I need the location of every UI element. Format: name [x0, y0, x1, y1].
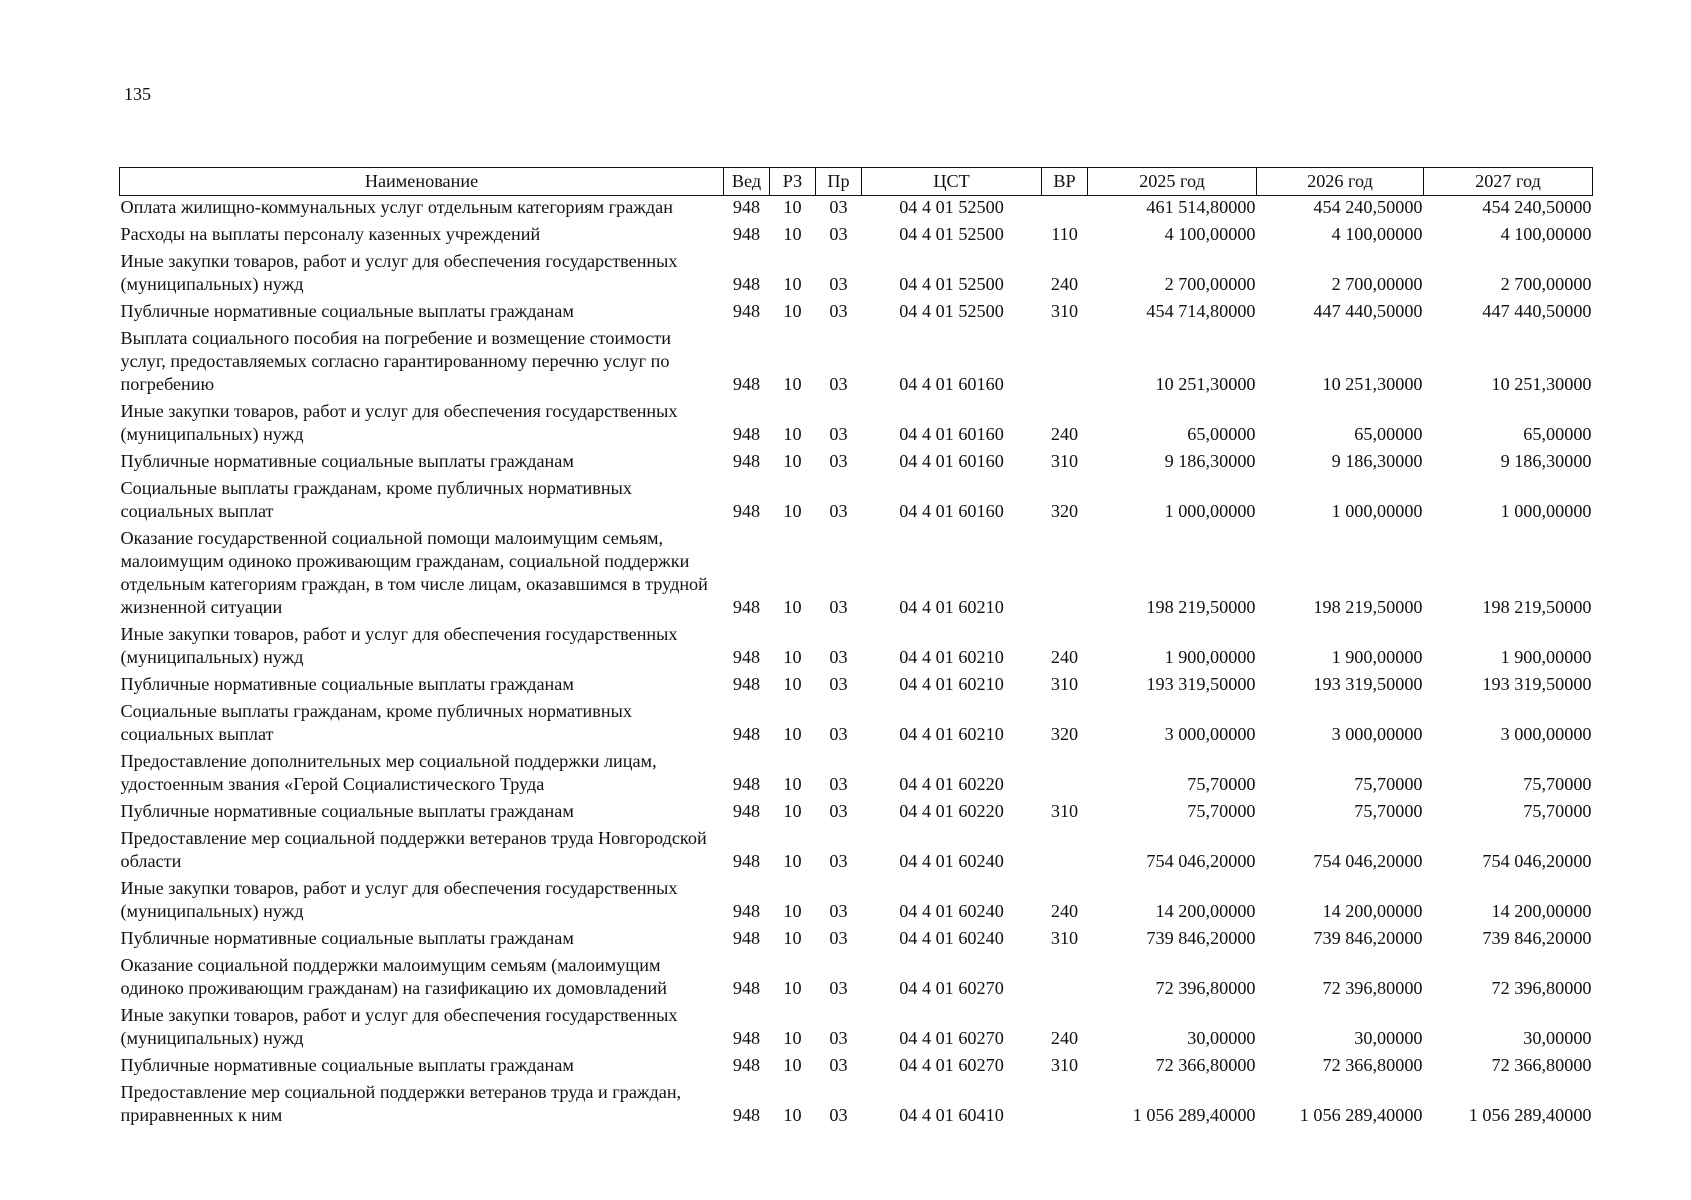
cell-cst: 04 4 01 60160 — [899, 501, 1004, 521]
budget-table — [119, 167, 1593, 1131]
cell-rz: 10 — [783, 674, 802, 694]
cell-2027: 739 846,20000 — [1482, 928, 1592, 948]
cell-2025: 3 000,00000 — [1164, 724, 1256, 744]
cell-cst: 04 4 01 60270 — [899, 1055, 1004, 1075]
cell-name: Социальные выплаты гражданам, кроме публичных нормативных социальных выплат — [120, 701, 632, 744]
cell-vr: 240 — [1050, 1028, 1079, 1048]
cell-pr: 03 — [829, 374, 848, 394]
cell-vr — [1042, 954, 1088, 1004]
cell-vr: 110 — [1051, 224, 1078, 244]
cell-2025: 75,70000 — [1187, 774, 1256, 794]
cell-2025: 193 319,50000 — [1146, 674, 1256, 694]
table-row — [120, 827, 1593, 877]
cell-rz: 10 — [783, 301, 802, 321]
cell-name: Предоставление дополнительных мер социальной поддержки лицам, удостоенным звания «Герой Социалистического Труда — [120, 751, 657, 794]
header-pr: Пр — [816, 168, 862, 196]
cell-cst: 04 4 01 60210 — [899, 597, 1004, 617]
cell-cst: 04 4 01 60270 — [899, 1028, 1004, 1048]
cell-rz: 10 — [783, 1055, 802, 1075]
cell-2026: 1 056 289,40000 — [1299, 1105, 1423, 1125]
cell-2025: 10 251,30000 — [1155, 374, 1256, 394]
header-2026: 2026 год — [1257, 168, 1424, 196]
cell-2027: 72 396,80000 — [1491, 978, 1592, 998]
table-row — [120, 327, 1593, 400]
cell-name: Публичные нормативные социальные выплаты гражданам — [120, 1055, 574, 1075]
cell-ved: 948 — [732, 774, 761, 794]
table-row — [120, 223, 1593, 250]
cell-cst: 04 4 01 52500 — [899, 224, 1004, 244]
cell-2026: 754 046,20000 — [1313, 851, 1423, 871]
cell-cst: 04 4 01 60210 — [899, 724, 1004, 744]
cell-rz: 10 — [783, 774, 802, 794]
cell-pr: 03 — [829, 501, 848, 521]
cell-cst: 04 4 01 60160 — [899, 374, 1004, 394]
cell-ved: 948 — [732, 374, 761, 394]
table-row — [120, 477, 1593, 527]
cell-2025: 9 186,30000 — [1164, 451, 1256, 471]
cell-ved: 948 — [732, 647, 761, 667]
cell-cst: 04 4 01 60160 — [899, 424, 1004, 444]
cell-vr: 310 — [1050, 451, 1079, 471]
cell-2025: 461 514,80000 — [1146, 197, 1256, 217]
table-row — [120, 623, 1593, 673]
cell-cst: 04 4 01 60220 — [899, 774, 1004, 794]
cell-ved: 948 — [732, 224, 761, 244]
cell-2026: 72 366,80000 — [1322, 1055, 1423, 1075]
cell-rz: 10 — [783, 374, 802, 394]
cell-name: Иные закупки товаров, работ и услуг для обеспечения государственных (муниципальных) нужд — [120, 624, 678, 667]
cell-pr: 03 — [829, 978, 848, 998]
cell-name: Публичные нормативные социальные выплаты гражданам — [120, 451, 574, 471]
cell-ved: 948 — [732, 301, 761, 321]
cell-vr: 240 — [1050, 274, 1079, 294]
header-2025: 2025 год — [1088, 168, 1257, 196]
cell-pr: 03 — [829, 801, 848, 821]
header-ved: Вед — [724, 168, 770, 196]
cell-pr: 03 — [829, 851, 848, 871]
cell-2026: 2 700,00000 — [1331, 274, 1423, 294]
cell-cst: 04 4 01 60160 — [899, 451, 1004, 471]
cell-pr: 03 — [829, 597, 848, 617]
cell-2027: 75,70000 — [1523, 801, 1592, 821]
cell-2027: 1 900,00000 — [1500, 647, 1592, 667]
cell-2027: 1 000,00000 — [1500, 501, 1592, 521]
header-vr: ВР — [1042, 168, 1088, 196]
table-row — [120, 877, 1593, 927]
cell-pr: 03 — [829, 274, 848, 294]
cell-vr — [1042, 527, 1088, 623]
cell-2027: 198 219,50000 — [1482, 597, 1592, 617]
cell-name: Публичные нормативные социальные выплаты гражданам — [120, 301, 574, 321]
cell-2026: 14 200,00000 — [1322, 901, 1423, 921]
page-number: 135 — [124, 84, 151, 104]
table-row — [120, 1004, 1593, 1054]
cell-vr: 320 — [1050, 724, 1079, 744]
cell-ved: 948 — [732, 451, 761, 471]
cell-pr: 03 — [829, 424, 848, 444]
cell-pr: 03 — [829, 674, 848, 694]
cell-ved: 948 — [732, 674, 761, 694]
cell-cst: 04 4 01 60240 — [899, 901, 1004, 921]
cell-2025: 4 100,00000 — [1164, 224, 1256, 244]
cell-ved: 948 — [732, 1028, 761, 1048]
cell-cst: 04 4 01 60220 — [899, 801, 1004, 821]
cell-vr — [1042, 750, 1088, 800]
table-row — [120, 400, 1593, 450]
table-row — [120, 1054, 1593, 1081]
cell-2027: 3 000,00000 — [1500, 724, 1592, 744]
cell-2025: 2 700,00000 — [1164, 274, 1256, 294]
cell-2027: 754 046,20000 — [1482, 851, 1592, 871]
cell-2027: 9 186,30000 — [1500, 451, 1592, 471]
cell-rz: 10 — [783, 597, 802, 617]
cell-2026: 75,70000 — [1354, 801, 1423, 821]
cell-2027: 72 366,80000 — [1491, 1055, 1592, 1075]
table-row — [120, 673, 1593, 700]
cell-rz: 10 — [783, 451, 802, 471]
cell-ved: 948 — [732, 424, 761, 444]
cell-pr: 03 — [829, 1055, 848, 1075]
cell-2026: 1 900,00000 — [1331, 647, 1423, 667]
cell-vr: 310 — [1050, 674, 1079, 694]
table-row — [120, 700, 1593, 750]
cell-ved: 948 — [732, 928, 761, 948]
cell-2026: 447 440,50000 — [1313, 301, 1423, 321]
cell-2026: 10 251,30000 — [1322, 374, 1423, 394]
cell-2026: 30,00000 — [1354, 1028, 1423, 1048]
cell-2025: 65,00000 — [1187, 424, 1256, 444]
cell-pr: 03 — [829, 301, 848, 321]
cell-2027: 447 440,50000 — [1482, 301, 1592, 321]
cell-2025: 72 366,80000 — [1155, 1055, 1256, 1075]
cell-pr: 03 — [829, 1028, 848, 1048]
cell-vr: 240 — [1050, 424, 1079, 444]
cell-2025: 72 396,80000 — [1155, 978, 1256, 998]
cell-rz: 10 — [783, 801, 802, 821]
cell-pr: 03 — [829, 724, 848, 744]
cell-rz: 10 — [783, 851, 802, 871]
cell-rz: 10 — [783, 424, 802, 444]
cell-name: Публичные нормативные социальные выплаты гражданам — [120, 928, 574, 948]
cell-ved: 948 — [732, 901, 761, 921]
cell-2026: 72 396,80000 — [1322, 978, 1423, 998]
cell-rz: 10 — [783, 1028, 802, 1048]
cell-2027: 75,70000 — [1523, 774, 1592, 794]
cell-vr — [1042, 827, 1088, 877]
cell-2026: 3 000,00000 — [1331, 724, 1423, 744]
cell-2025: 14 200,00000 — [1155, 901, 1256, 921]
cell-name: Оказание государственной социальной помощи малоимущим семьям, малоимущим одиноко проживающим гражданам, социальной поддержки отдельным категориям граждан, в том числе лицам, оказавшимся в трудной жизненной ситуации — [120, 528, 708, 617]
cell-2027: 10 251,30000 — [1491, 374, 1592, 394]
cell-pr: 03 — [829, 1105, 848, 1125]
cell-rz: 10 — [783, 197, 802, 217]
cell-rz: 10 — [783, 928, 802, 948]
cell-name: Предоставление мер социальной поддержки ветеранов труда Новгородской области — [120, 828, 707, 871]
cell-name: Оплата жилищно-коммунальных услуг отдельным категориям граждан — [120, 197, 673, 217]
cell-2026: 75,70000 — [1354, 774, 1423, 794]
cell-2027: 1 056 289,40000 — [1468, 1105, 1592, 1125]
header-rz: РЗ — [770, 168, 816, 196]
table-row — [120, 954, 1593, 1004]
cell-vr: 310 — [1050, 801, 1079, 821]
cell-name: Иные закупки товаров, работ и услуг для обеспечения государственных (муниципальных) нужд — [120, 251, 678, 294]
cell-cst: 04 4 01 52500 — [899, 274, 1004, 294]
cell-rz: 10 — [783, 901, 802, 921]
cell-ved: 948 — [732, 978, 761, 998]
cell-2027: 30,00000 — [1523, 1028, 1592, 1048]
cell-cst: 04 4 01 52500 — [899, 301, 1004, 321]
cell-name: Публичные нормативные социальные выплаты гражданам — [120, 674, 574, 694]
cell-vr — [1042, 1081, 1088, 1131]
cell-2025: 739 846,20000 — [1146, 928, 1256, 948]
table-row — [120, 927, 1593, 954]
cell-pr: 03 — [829, 451, 848, 471]
cell-name: Иные закупки товаров, работ и услуг для обеспечения государственных (муниципальных) нужд — [120, 878, 678, 921]
cell-cst: 04 4 01 60240 — [899, 851, 1004, 871]
table-row — [120, 527, 1593, 623]
cell-2025: 75,70000 — [1187, 801, 1256, 821]
cell-vr: 240 — [1050, 647, 1079, 667]
cell-2025: 454 714,80000 — [1146, 301, 1256, 321]
cell-2026: 4 100,00000 — [1331, 224, 1423, 244]
cell-2025: 30,00000 — [1187, 1028, 1256, 1048]
cell-name: Расходы на выплаты персоналу казенных учреждений — [120, 224, 541, 244]
cell-2025: 1 056 289,40000 — [1132, 1105, 1256, 1125]
cell-cst: 04 4 01 60410 — [899, 1105, 1004, 1125]
cell-name: Иные закупки товаров, работ и услуг для обеспечения государственных (муниципальных) нужд — [120, 1005, 678, 1048]
cell-vr: 240 — [1050, 901, 1079, 921]
cell-rz: 10 — [783, 724, 802, 744]
cell-2026: 1 000,00000 — [1331, 501, 1423, 521]
cell-rz: 10 — [783, 224, 802, 244]
cell-2027: 65,00000 — [1523, 424, 1592, 444]
header-name: Наименование — [120, 168, 724, 196]
cell-2027: 4 100,00000 — [1500, 224, 1592, 244]
cell-cst: 04 4 01 60210 — [899, 647, 1004, 667]
table-row — [120, 750, 1593, 800]
cell-2025: 1 900,00000 — [1164, 647, 1256, 667]
cell-ved: 948 — [732, 501, 761, 521]
table-row — [120, 1081, 1593, 1131]
cell-rz: 10 — [783, 501, 802, 521]
cell-name: Социальные выплаты гражданам, кроме публичных нормативных социальных выплат — [120, 478, 632, 521]
table-row — [120, 450, 1593, 477]
cell-vr: 310 — [1050, 301, 1079, 321]
cell-rz: 10 — [783, 274, 802, 294]
cell-rz: 10 — [783, 978, 802, 998]
cell-cst: 04 4 01 52500 — [899, 197, 1004, 217]
cell-name: Иные закупки товаров, работ и услуг для обеспечения государственных (муниципальных) нужд — [120, 401, 678, 444]
cell-pr: 03 — [829, 901, 848, 921]
cell-rz: 10 — [783, 1105, 802, 1125]
cell-name: Оказание социальной поддержки малоимущим семьям (малоимущим одиноко проживающим гражданам) на газификацию их домовладений — [120, 955, 667, 998]
cell-vr — [1042, 196, 1088, 224]
cell-pr: 03 — [829, 197, 848, 217]
cell-2026: 739 846,20000 — [1313, 928, 1423, 948]
cell-name: Публичные нормативные социальные выплаты гражданам — [120, 801, 574, 821]
cell-2026: 9 186,30000 — [1331, 451, 1423, 471]
cell-2027: 14 200,00000 — [1491, 901, 1592, 921]
cell-2027: 2 700,00000 — [1500, 274, 1592, 294]
cell-2027: 193 319,50000 — [1482, 674, 1592, 694]
table-body — [120, 196, 1593, 1132]
cell-name: Предоставление мер социальной поддержки ветеранов труда и граждан, приравненных к ним — [120, 1082, 682, 1125]
cell-2025: 1 000,00000 — [1164, 501, 1256, 521]
cell-ved: 948 — [732, 851, 761, 871]
cell-2026: 65,00000 — [1354, 424, 1423, 444]
header-cst: ЦСТ — [862, 168, 1042, 196]
cell-pr: 03 — [829, 928, 848, 948]
cell-vr: 310 — [1050, 928, 1079, 948]
cell-pr: 03 — [829, 774, 848, 794]
table-header-row — [120, 168, 1593, 196]
cell-pr: 03 — [829, 224, 848, 244]
table-row — [120, 800, 1593, 827]
header-2027: 2027 год — [1424, 168, 1593, 196]
cell-ved: 948 — [732, 724, 761, 744]
cell-ved: 948 — [732, 274, 761, 294]
table-row — [120, 196, 1593, 224]
cell-name: Выплата социального пособия на погребение и возмещение стоимости услуг, предоставляемых согласно гарантированному перечню услуг по погребению — [120, 328, 672, 394]
cell-ved: 948 — [732, 1055, 761, 1075]
cell-2025: 198 219,50000 — [1146, 597, 1256, 617]
cell-cst: 04 4 01 60240 — [899, 928, 1004, 948]
table-row — [120, 300, 1593, 327]
cell-cst: 04 4 01 60270 — [899, 978, 1004, 998]
cell-2027: 454 240,50000 — [1482, 197, 1592, 217]
cell-pr: 03 — [829, 647, 848, 667]
cell-ved: 948 — [732, 801, 761, 821]
cell-2026: 454 240,50000 — [1313, 197, 1423, 217]
cell-2026: 193 319,50000 — [1313, 674, 1423, 694]
table-row — [120, 250, 1593, 300]
cell-2025: 754 046,20000 — [1146, 851, 1256, 871]
cell-2026: 198 219,50000 — [1313, 597, 1423, 617]
cell-rz: 10 — [783, 647, 802, 667]
cell-vr: 310 — [1050, 1055, 1079, 1075]
cell-ved: 948 — [732, 197, 761, 217]
cell-ved: 948 — [732, 1105, 761, 1125]
cell-vr: 320 — [1050, 501, 1079, 521]
cell-ved: 948 — [732, 597, 761, 617]
cell-cst: 04 4 01 60210 — [899, 674, 1004, 694]
cell-vr — [1042, 327, 1088, 400]
